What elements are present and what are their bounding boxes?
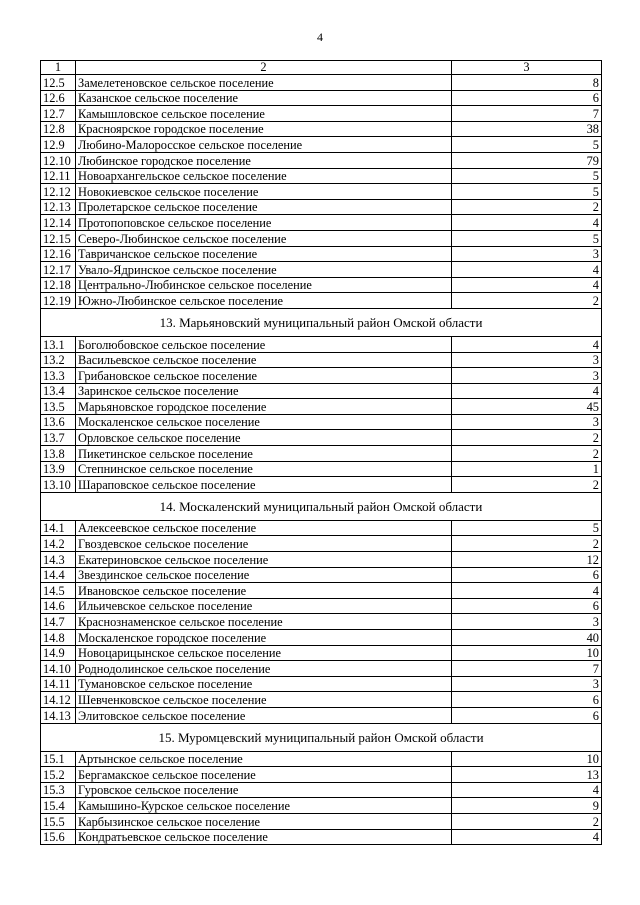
table-row xyxy=(41,368,602,384)
row-settlement-name: Центрально-Любинское сельское поселение xyxy=(76,277,452,293)
table-row xyxy=(41,767,602,783)
row-value: 3 xyxy=(452,676,602,692)
table-row xyxy=(41,630,602,646)
row-code: 13.2 xyxy=(41,352,76,368)
header-col-1: 1 xyxy=(41,61,76,75)
row-code: 13.9 xyxy=(41,461,76,477)
table-row xyxy=(41,399,602,415)
row-code: 13.3 xyxy=(41,368,76,384)
page-number: 4 xyxy=(317,30,323,44)
row-code: 14.6 xyxy=(41,598,76,614)
row-value: 2 xyxy=(452,430,602,446)
table-row xyxy=(41,246,602,262)
row-settlement-name: Камышловское сельское поселение xyxy=(76,106,452,122)
row-settlement-name: Васильевское сельское поселение xyxy=(76,352,452,368)
row-code: 14.12 xyxy=(41,692,76,708)
row-code: 13.8 xyxy=(41,446,76,462)
row-value: 3 xyxy=(452,352,602,368)
table-row xyxy=(41,751,602,767)
row-code: 14.7 xyxy=(41,614,76,630)
row-code: 13.1 xyxy=(41,336,76,352)
row-code: 15.5 xyxy=(41,813,76,829)
row-value: 6 xyxy=(452,567,602,583)
row-code: 12.17 xyxy=(41,262,76,278)
row-code: 14.1 xyxy=(41,520,76,536)
row-settlement-name: Камышино-Курское сельское поселение xyxy=(76,798,452,814)
row-value: 7 xyxy=(452,106,602,122)
table-row xyxy=(41,552,602,568)
row-value: 5 xyxy=(452,168,602,184)
row-code: 14.3 xyxy=(41,552,76,568)
row-settlement-name: Тавричанское сельское поселение xyxy=(76,246,452,262)
table-row xyxy=(41,293,602,309)
table-row xyxy=(41,277,602,293)
table-row xyxy=(41,477,602,493)
row-code: 14.8 xyxy=(41,630,76,646)
table-row xyxy=(41,184,602,200)
row-code: 12.13 xyxy=(41,199,76,215)
row-settlement-name: Карбызинское сельское поселение xyxy=(76,813,452,829)
row-settlement-name: Пикетинское сельское поселение xyxy=(76,446,452,462)
row-value: 8 xyxy=(452,75,602,91)
section-header-row xyxy=(41,308,602,336)
row-value: 5 xyxy=(452,520,602,536)
row-value: 4 xyxy=(452,383,602,399)
row-value: 4 xyxy=(452,336,602,352)
table-body xyxy=(41,61,602,845)
row-settlement-name: Алексеевское сельское поселение xyxy=(76,520,452,536)
row-code: 12.14 xyxy=(41,215,76,231)
table-row xyxy=(41,430,602,446)
row-code: 13.4 xyxy=(41,383,76,399)
section-title: 14. Москаленский муниципальный район Омской области xyxy=(41,492,602,520)
row-settlement-name: Орловское сельское поселение xyxy=(76,430,452,446)
table-row xyxy=(41,583,602,599)
settlements-table xyxy=(40,60,602,845)
row-settlement-name: Увало-Ядринское сельское поселение xyxy=(76,262,452,278)
row-value: 6 xyxy=(452,598,602,614)
table-row xyxy=(41,446,602,462)
section-title: 13. Марьяновский муниципальный район Омской области xyxy=(41,308,602,336)
row-settlement-name: Южно-Любинское сельское поселение xyxy=(76,293,452,309)
table-row xyxy=(41,383,602,399)
row-settlement-name: Заринское сельское поселение xyxy=(76,383,452,399)
row-code: 12.9 xyxy=(41,137,76,153)
row-code: 12.12 xyxy=(41,184,76,200)
row-value: 45 xyxy=(452,399,602,415)
row-value: 2 xyxy=(452,199,602,215)
row-value: 4 xyxy=(452,262,602,278)
table-row xyxy=(41,352,602,368)
section-title: 15. Муромцевский муниципальный район Омской области xyxy=(41,723,602,751)
row-settlement-name: Протопоповское сельское поселение xyxy=(76,215,452,231)
table-row xyxy=(41,661,602,677)
row-code: 15.3 xyxy=(41,782,76,798)
table-row xyxy=(41,336,602,352)
row-value: 2 xyxy=(452,477,602,493)
row-settlement-name: Шевченковское сельское поселение xyxy=(76,692,452,708)
row-settlement-name: Артынское сельское поселение xyxy=(76,751,452,767)
row-value: 7 xyxy=(452,661,602,677)
row-value: 3 xyxy=(452,246,602,262)
table-row xyxy=(41,692,602,708)
row-settlement-name: Казанское сельское поселение xyxy=(76,90,452,106)
row-settlement-name: Любинское городское поселение xyxy=(76,152,452,168)
row-settlement-name: Боголюбовское сельское поселение xyxy=(76,336,452,352)
row-value: 3 xyxy=(452,368,602,384)
row-value: 40 xyxy=(452,630,602,646)
row-settlement-name: Кондратьевское сельское поселение xyxy=(76,829,452,845)
row-settlement-name: Ильичевское сельское поселение xyxy=(76,598,452,614)
row-code: 15.6 xyxy=(41,829,76,845)
table-row xyxy=(41,707,602,723)
row-settlement-name: Степнинское сельское поселение xyxy=(76,461,452,477)
table-row xyxy=(41,645,602,661)
row-settlement-name: Краснознаменское сельское поселение xyxy=(76,614,452,630)
row-value: 5 xyxy=(452,184,602,200)
row-value: 4 xyxy=(452,583,602,599)
table-row xyxy=(41,168,602,184)
row-value: 10 xyxy=(452,751,602,767)
row-value: 4 xyxy=(452,782,602,798)
table-row xyxy=(41,230,602,246)
row-value: 2 xyxy=(452,536,602,552)
row-settlement-name: Пролетарское сельское поселение xyxy=(76,199,452,215)
row-value: 9 xyxy=(452,798,602,814)
table-row xyxy=(41,90,602,106)
row-code: 12.19 xyxy=(41,293,76,309)
row-value: 13 xyxy=(452,767,602,783)
row-code: 12.8 xyxy=(41,121,76,137)
row-settlement-name: Москаленское городское поселение xyxy=(76,630,452,646)
row-settlement-name: Роднодолинское сельское поселение xyxy=(76,661,452,677)
row-code: 14.10 xyxy=(41,661,76,677)
row-code: 12.5 xyxy=(41,75,76,91)
header-col-3: 3 xyxy=(452,61,602,75)
row-settlement-name: Новоархангельское сельское поселение xyxy=(76,168,452,184)
row-settlement-name: Грибановское сельское поселение xyxy=(76,368,452,384)
table-row xyxy=(41,106,602,122)
table-row xyxy=(41,520,602,536)
row-code: 13.10 xyxy=(41,477,76,493)
table-row xyxy=(41,199,602,215)
table-row xyxy=(41,598,602,614)
row-settlement-name: Москаленское сельское поселение xyxy=(76,414,452,430)
row-value: 3 xyxy=(452,414,602,430)
row-code: 12.11 xyxy=(41,168,76,184)
row-value: 6 xyxy=(452,90,602,106)
row-value: 79 xyxy=(452,152,602,168)
row-settlement-name: Бергамакское сельское поселение xyxy=(76,767,452,783)
row-value: 2 xyxy=(452,293,602,309)
section-header-row xyxy=(41,723,602,751)
row-code: 13.6 xyxy=(41,414,76,430)
row-code: 12.15 xyxy=(41,230,76,246)
table-row xyxy=(41,137,602,153)
table-row xyxy=(41,782,602,798)
row-value: 2 xyxy=(452,446,602,462)
table-row xyxy=(41,567,602,583)
row-code: 14.4 xyxy=(41,567,76,583)
table-header-row xyxy=(41,61,602,75)
row-settlement-name: Новокиевское сельское поселение xyxy=(76,184,452,200)
row-value: 10 xyxy=(452,645,602,661)
row-code: 12.7 xyxy=(41,106,76,122)
row-code: 12.16 xyxy=(41,246,76,262)
row-settlement-name: Северо-Любинское сельское поселение xyxy=(76,230,452,246)
section-header-row xyxy=(41,492,602,520)
row-code: 13.5 xyxy=(41,399,76,415)
row-code: 14.9 xyxy=(41,645,76,661)
row-value: 4 xyxy=(452,829,602,845)
row-code: 14.13 xyxy=(41,707,76,723)
row-value: 4 xyxy=(452,215,602,231)
table-row xyxy=(41,798,602,814)
row-code: 12.6 xyxy=(41,90,76,106)
table-row xyxy=(41,461,602,477)
row-value: 6 xyxy=(452,692,602,708)
row-settlement-name: Замелетеновское сельское поселение xyxy=(76,75,452,91)
row-code: 14.11 xyxy=(41,676,76,692)
table-row xyxy=(41,829,602,845)
table-row xyxy=(41,215,602,231)
table-row xyxy=(41,262,602,278)
row-code: 15.4 xyxy=(41,798,76,814)
row-value: 4 xyxy=(452,277,602,293)
row-code: 14.5 xyxy=(41,583,76,599)
row-value: 1 xyxy=(452,461,602,477)
row-settlement-name: Новоцарицынское сельское поселение xyxy=(76,645,452,661)
row-settlement-name: Ивановское сельское поселение xyxy=(76,583,452,599)
table-row xyxy=(41,536,602,552)
table-row xyxy=(41,75,602,91)
row-code: 12.18 xyxy=(41,277,76,293)
table-row xyxy=(41,121,602,137)
table-row xyxy=(41,676,602,692)
table-row xyxy=(41,614,602,630)
row-settlement-name: Любино-Малоросское сельское поселение xyxy=(76,137,452,153)
row-value: 12 xyxy=(452,552,602,568)
row-settlement-name: Марьяновское городское поселение xyxy=(76,399,452,415)
table-row xyxy=(41,152,602,168)
row-settlement-name: Красноярское городское поселение xyxy=(76,121,452,137)
row-settlement-name: Гвоздевское сельское поселение xyxy=(76,536,452,552)
row-code: 15.2 xyxy=(41,767,76,783)
row-code: 12.10 xyxy=(41,152,76,168)
row-settlement-name: Звездинское сельское поселение xyxy=(76,567,452,583)
row-settlement-name: Элитовское сельское поселение xyxy=(76,707,452,723)
row-value: 2 xyxy=(452,813,602,829)
table-row xyxy=(41,813,602,829)
row-code: 15.1 xyxy=(41,751,76,767)
row-code: 13.7 xyxy=(41,430,76,446)
row-value: 5 xyxy=(452,230,602,246)
row-settlement-name: Гуровское сельское поселение xyxy=(76,782,452,798)
row-settlement-name: Шараповское сельское поселение xyxy=(76,477,452,493)
row-value: 6 xyxy=(452,707,602,723)
row-value: 38 xyxy=(452,121,602,137)
row-settlement-name: Тумановское сельское поселение xyxy=(76,676,452,692)
table-row xyxy=(41,414,602,430)
header-col-2: 2 xyxy=(76,61,452,75)
row-value: 5 xyxy=(452,137,602,153)
row-settlement-name: Екатериновское сельское поселение xyxy=(76,552,452,568)
row-code: 14.2 xyxy=(41,536,76,552)
row-value: 3 xyxy=(452,614,602,630)
